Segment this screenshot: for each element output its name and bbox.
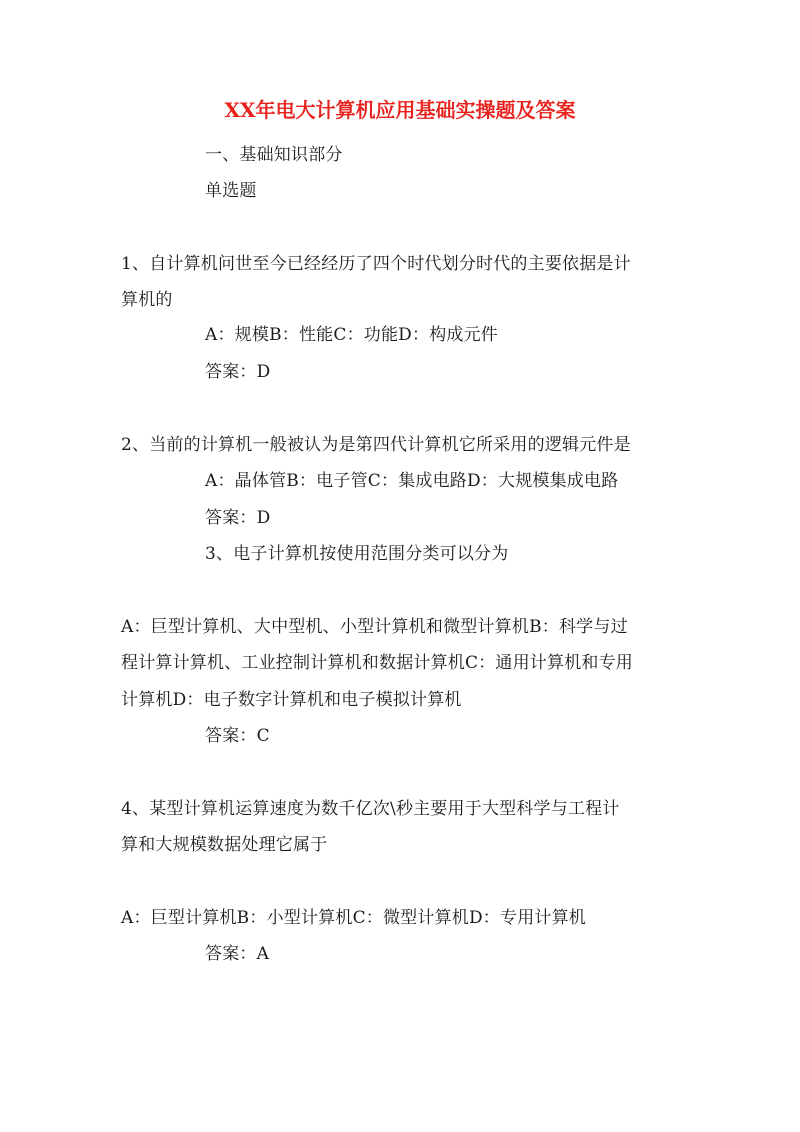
question-3-stem: 3、电子计算机按使用范围分类可以分为 bbox=[205, 544, 509, 564]
question-3-options-line-3: 计算机D：电子数字计算机和电子模拟计算机 bbox=[121, 690, 462, 710]
question-1-stem-line-2: 算机的 bbox=[121, 290, 173, 310]
question-4-stem-line-2: 算和大规模数据处理它属于 bbox=[121, 835, 328, 855]
question-2-options: A：晶体管B：电子管C：集成电路D：大规模集成电路 bbox=[205, 471, 619, 491]
question-1-options: A：规模B：性能C：功能D：构成元件 bbox=[205, 325, 499, 345]
question-4-answer: 答案：A bbox=[205, 944, 270, 964]
question-type-heading: 单选题 bbox=[205, 181, 257, 201]
question-2-stem: 2、当前的计算机一般被认为是第四代计算机它所采用的逻辑元件是 bbox=[121, 435, 631, 455]
question-3-options-line-2: 程计算计算机、工业控制计算机和数据计算机C：通用计算机和专用 bbox=[121, 653, 634, 673]
question-4-options: A：巨型计算机B：小型计算机C：微型计算机D：专用计算机 bbox=[121, 908, 587, 928]
question-1-stem-line-1: 1、自计算机问世至今已经经历了四个时代划分时代的主要依据是计 bbox=[121, 254, 631, 274]
question-3-answer: 答案：C bbox=[205, 726, 270, 746]
question-1-answer: 答案：D bbox=[205, 362, 271, 382]
question-3-options-line-1: A：巨型计算机、大中型机、小型计算机和微型计算机B：科学与过 bbox=[121, 617, 628, 637]
section-heading: 一、基础知识部分 bbox=[205, 145, 343, 165]
document-title: XX年电大计算机应用基础实操题及答案 bbox=[224, 98, 576, 122]
question-2-answer: 答案：D bbox=[205, 508, 271, 528]
question-4-stem-line-1: 4、某型计算机运算速度为数千亿次\秒主要用于大型科学与工程计 bbox=[121, 799, 620, 819]
